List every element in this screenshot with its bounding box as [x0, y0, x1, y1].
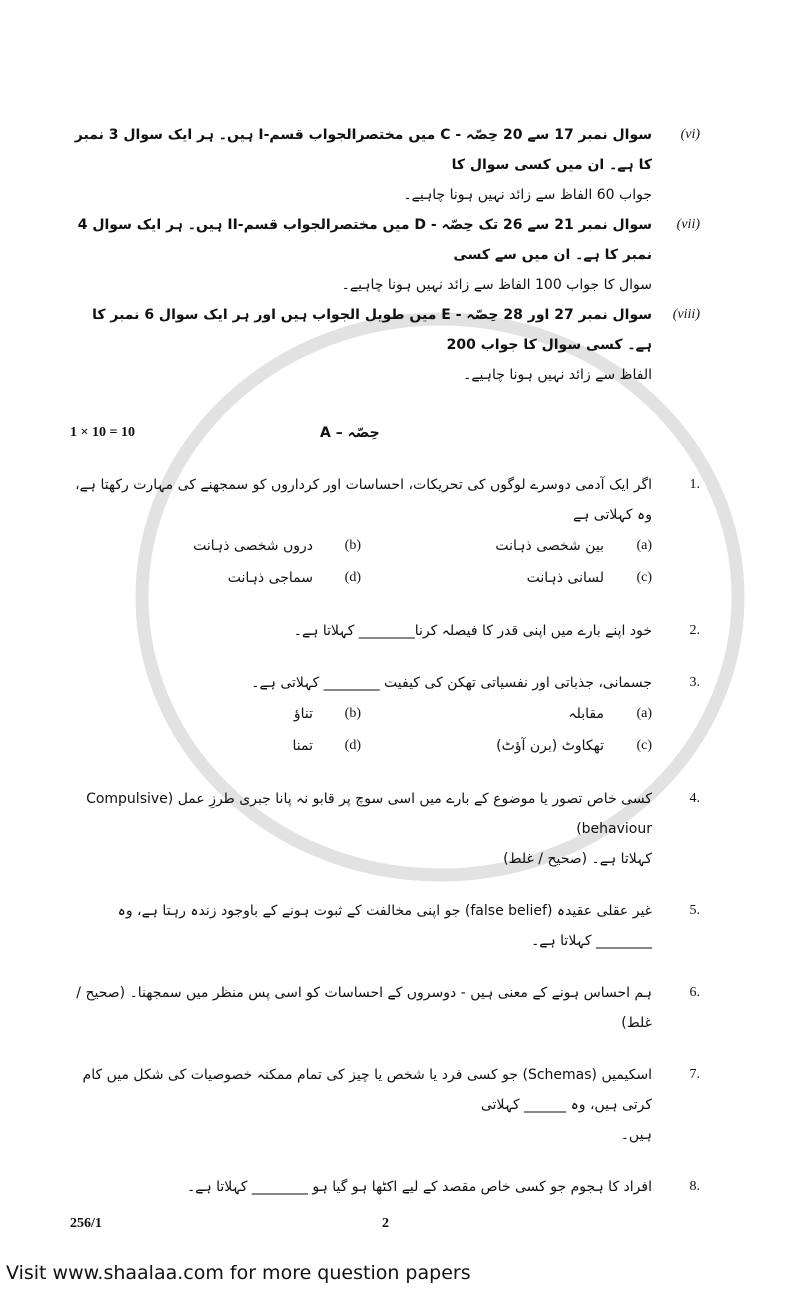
instruction-label: (vi) [680, 127, 700, 142]
question-text: جسمانی، جذباتی اور نفسیاتی تھکن کی کیفیت ________ کہلاتی ہے۔ [251, 675, 652, 691]
site-footer-link[interactable]: Visit www.shaalaa.com for more question papers [6, 1262, 471, 1284]
question-paper [70, 0, 700, 1232]
option-d [70, 562, 361, 594]
section-header [70, 418, 700, 448]
question-8 [70, 1172, 700, 1202]
option-label: (c) [636, 738, 652, 753]
option-label: (b) [344, 538, 361, 553]
question-number: 5. [689, 903, 700, 918]
option-label: (b) [344, 706, 361, 721]
option-text: دروں شخصی ذہانت [193, 538, 313, 554]
question-3 [70, 668, 700, 762]
page-footer [70, 1216, 700, 1232]
question-number: 1. [689, 477, 700, 492]
instruction-text: جواب 60 الفاظ سے زائد نہیں ہونا چاہیے۔ [403, 187, 652, 203]
question-number: 3. [689, 675, 700, 690]
option-text: بین شخصی ذہانت [495, 538, 604, 554]
option-label: (d) [344, 738, 361, 753]
page-number: 2 [382, 1216, 389, 1231]
instruction-viii [70, 300, 700, 390]
option-a [361, 698, 652, 730]
question-7 [70, 1060, 700, 1150]
question-text: کہلاتا ہے۔ (صحیح / غلط) [503, 851, 652, 867]
option-label: (d) [344, 570, 361, 585]
question-number: 8. [689, 1179, 700, 1194]
instruction-text: الفاظ سے زائد نہیں ہونا چاہیے۔ [463, 367, 652, 383]
option-text: سماجی ذہانت [227, 570, 313, 586]
options [70, 530, 652, 594]
question-4 [70, 784, 700, 874]
question-text: غیر عقلی عقیدہ (false belief) جو اپنی مخالفت کے ثبوت ہونے کے باوجود زندہ رہتا ہے، وہ ________ کہلاتا ہے۔ [117, 903, 652, 949]
options [70, 698, 652, 762]
instruction-vii [70, 210, 700, 300]
option-a [361, 530, 652, 562]
option-label: (a) [636, 706, 652, 721]
question-number: 7. [689, 1067, 700, 1082]
instruction-text: سوال نمبر 17 سے 20 حِصّہ - C میں مختصرالجواب قسم-I ہیں۔ ہر ایک سوال 3 نمبر کا ہے۔ ان میں کسی سوال کا [74, 127, 652, 173]
option-text: تمنا [292, 738, 313, 754]
option-c [361, 562, 652, 594]
instruction-text: سوال نمبر 27 اور 28 حِصّہ - E میں طویل الجواب ہیں اور ہر ایک سوال 6 نمبر کا ہے۔ کسی سوال کا جواب 200 [92, 307, 652, 353]
question-number: 2. [689, 623, 700, 638]
option-c [361, 730, 652, 762]
question-text: افراد کا ہجوم جو کسی خاص مقصد کے لیے اکٹھا ہو گیا ہو ________ کہلاتا ہے۔ [187, 1179, 652, 1195]
question-text: اسکیمیں (Schemas) جو کسی فرد یا شخص یا چیز کی تمام ممکنہ خصوصیات کی شکل میں کام کرتی ہیں، وہ ______ کہلاتی [82, 1067, 652, 1113]
question-2 [70, 616, 700, 646]
option-text: لسانی ذہانت [526, 570, 604, 586]
option-d [70, 730, 361, 762]
question-number: 4. [689, 791, 700, 806]
option-b [70, 698, 361, 730]
question-text: اگر ایک آدمی دوسرے لوگوں کی تحریکات، احساسات اور کرداروں کو سمجھنے کی مہارت رکھتا ہے، وہ کہلاتی ہے [75, 477, 652, 523]
question-text: ہم احساس ہونے کے معنی ہیں - دوسروں کے احساسات کو اسی پس منظر میں سمجھنا۔ (صحیح / غلط) [76, 985, 652, 1031]
instruction-text: سوال کا جواب 100 الفاظ سے زائد نہیں ہونا چاہیے۔ [341, 277, 652, 293]
question-5 [70, 896, 700, 956]
option-text: تناؤ [293, 706, 313, 722]
option-text: تھکاوٹ (برن آؤٹ) [496, 738, 604, 754]
paper-code: 256/1 [70, 1216, 102, 1231]
question-1 [70, 470, 700, 594]
question-text: ہیں۔ [620, 1127, 652, 1143]
instruction-vi [70, 120, 700, 210]
instruction-label: (vii) [676, 217, 700, 232]
option-b [70, 530, 361, 562]
instruction-label: (viii) [672, 307, 700, 322]
option-label: (a) [636, 538, 652, 553]
question-text: خود اپنے بارے میں اپنی قدر کا فیصلہ کرنا________ کہلاتا ہے۔ [293, 623, 652, 639]
question-6 [70, 978, 700, 1038]
option-text: مقابلہ [568, 706, 604, 722]
section-title: حِصّہ – A [320, 425, 380, 441]
question-text: کسی خاص تصور یا موضوع کے بارے میں اسی سوچ پر قابو نہ پانا جبری طرزِ عمل (Compulsive behaviour) [86, 791, 652, 837]
question-number: 6. [689, 985, 700, 1000]
instruction-text: سوال نمبر 21 سے 26 تک حِصّہ - D میں مختصرالجواب قسم-II ہیں۔ ہر ایک سوال 4 نمبر کا ہے۔ ان میں سے کسی [77, 217, 652, 263]
section-marks: 1 × 10 = 10 [70, 425, 135, 440]
option-label: (c) [636, 570, 652, 585]
